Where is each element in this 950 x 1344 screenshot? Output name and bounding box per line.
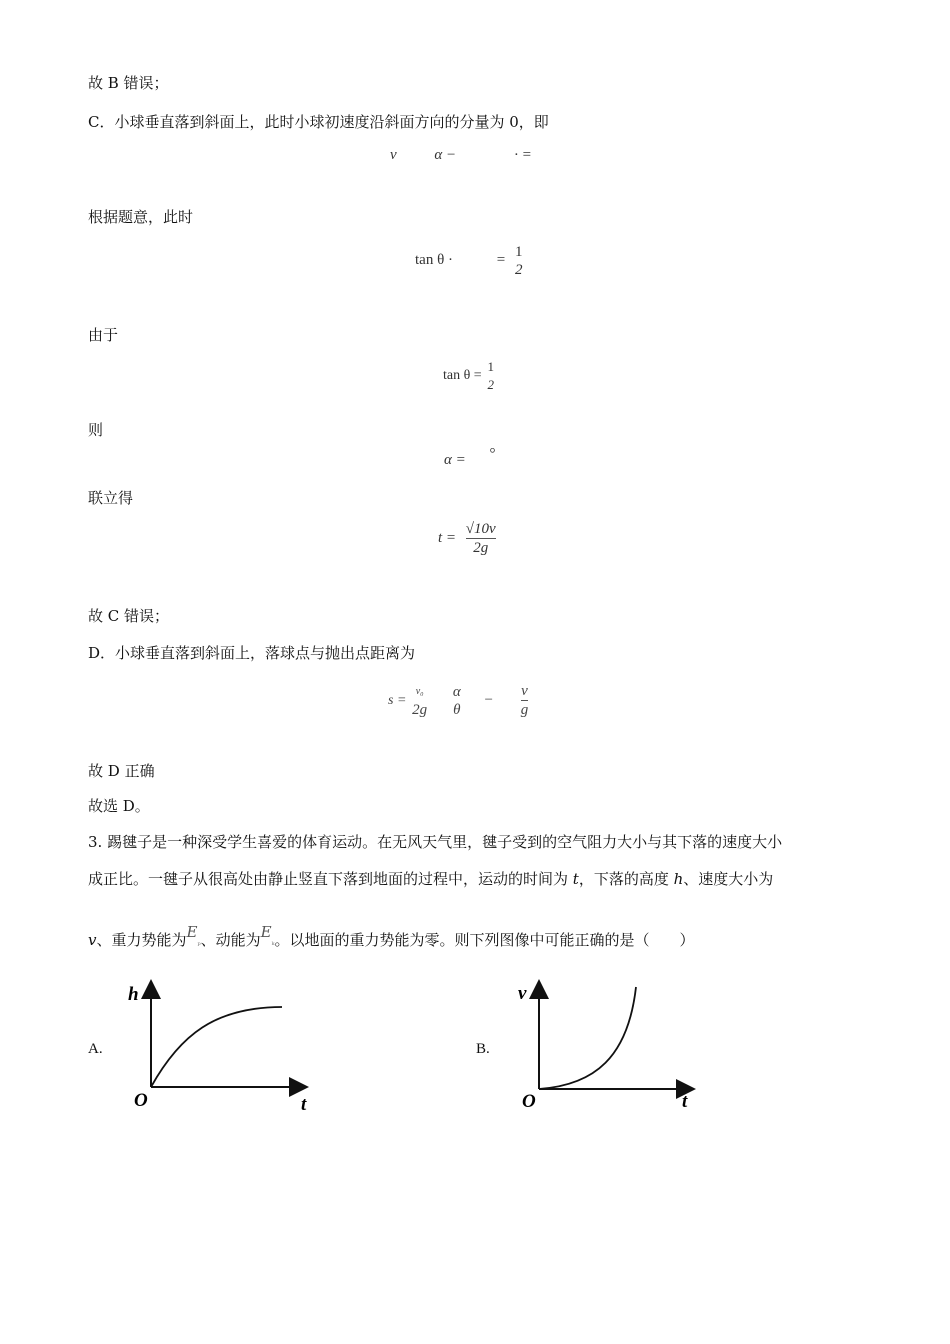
equation-2: tan θ · = 1 2 [415,243,523,278]
equation-5: t = $\frac{√10v}{2g}$ [438,521,496,556]
equation-4: α = ° [444,446,496,468]
text-line: 根据题意，此时 [88,208,194,226]
equation-6: s = v₀ 2g α θ − $\frac{v}{g}$ [388,683,529,718]
text-line: 故选 D。 [88,797,150,815]
text-line: D．小球垂直落到斜面上，落球点与抛出点距离为 [88,644,416,662]
text-line: 故 B 错误； [88,74,169,92]
y-axis-label: v [518,983,527,1004]
option-a-label: A. [88,1041,103,1057]
text-line: 故 C 错误； [88,607,170,625]
text-line: C．小球垂直落到斜面上，此时小球初速度沿斜面方向的分量为 0，即 [88,113,549,131]
origin-label: O [134,1090,148,1111]
text-line: 联立得 [88,489,134,507]
x-axis-label: t [682,1091,688,1112]
option-a-graph [120,975,320,1120]
y-axis-label: h [128,984,139,1005]
origin-label: O [522,1091,536,1112]
text-line: 由于 [88,326,119,344]
text-line: 故 D 正确 [88,762,155,780]
v-t-curve [539,987,636,1089]
question-line-3: v、重力势能为Eₚ、动能为Eₖ。以地面的重力势能为零。则下列图像中可能正确的是（ ） [88,923,695,949]
h-t-curve [151,1007,282,1087]
question-line-2: 成正比。一毽子从很高处由静止竖直下落到地面的过程中，运动的时间为 t，下落的高度 h、速度大小为 [88,870,774,888]
equation-1: v α − · = [390,147,532,163]
text-line: 则 [88,421,104,439]
option-b-label: B. [476,1041,490,1057]
question-line-1: 3. 踢毽子是一种深受学生喜爱的体育运动。在无风天气里，毽子受到的空气阻力大小与其下落的速度大小 [88,833,783,851]
option-b-graph [510,975,710,1120]
x-axis-label: t [301,1094,307,1115]
equation-3: tan θ = 1 2 [443,359,494,392]
